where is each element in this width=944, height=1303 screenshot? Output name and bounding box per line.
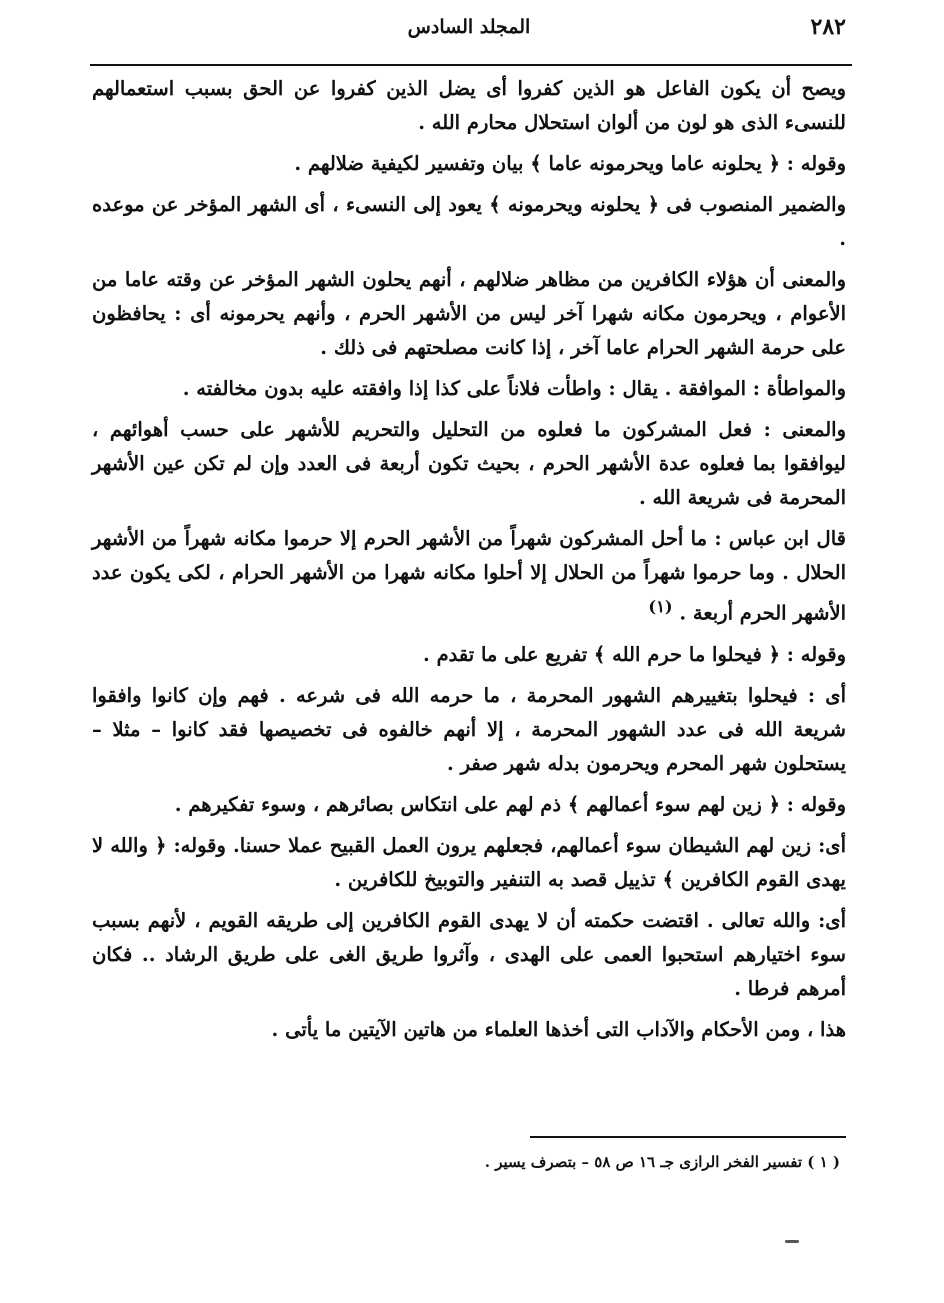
paragraph: والمعنى أن هؤلاء الكافرين من مظاهر ضلالهم ، أنهم يحلون الشهر المؤخر عن وقته عاما من الأعوام ، ويحرمون مكانه شهرا آخر ليس من الأشهر الحرم ، وأنهم يحرمونه أى : يحافظون على حرمة الشهر الحرام عاما آخر ، إذا كانت مصلحتهم فى ذلك . <box>92 268 846 359</box>
paragraph: أى : فيحلوا بتغييرهم الشهور المحرمة ، ما حرمه الله فى شرعه . فهم وإن كانوا وافقوا شريعة الله فى عدد الشهور المحرمة ، إلا أنهم خالفوه فى تخصيصها فقد كانوا – مثلا – يستحلون شهر المحرم ويحرمون بدله شهر صفر . <box>92 683 846 775</box>
footnote-divider <box>530 1136 846 1138</box>
print-speck <box>785 1240 799 1243</box>
paragraph: ويصح أن يكون الفاعل هو الذين كفروا أى يضل الذين كفروا عن الحق بسبب استعمالهم للنسىء الذى هو لون من ألوان استحلال محارم الله . <box>92 77 846 134</box>
paragraph: وقوله : ﴿ فيحلوا ما حرم الله ﴾ تفريع على ما تقدم . <box>423 642 846 666</box>
paragraph: والمعنى : فعل المشركون ما فعلوه من التحليل والتحريم للأشهر على حسب أهوائهم ، ليوافقوا بما فعلوه عدة الأشهر الحرم ، بحيث تكون أربعة فى العدد وإن لم تكن عين الأشهر المحرمة فى شريعة الله . <box>92 418 846 509</box>
paragraph: والضمير المنصوب فى ﴿ يحلونه ويحرمونه ﴾ يعود إلى النسىء ، أى الشهر المؤخر عن موعده . <box>92 193 846 250</box>
paragraph-text: قال ابن عباس : ما أحل المشركون شهراً من الأشهر الحرم إلا حرموا مكانه شهراً من الأشهر الحلال . وما حرموا شهراً من الحلال إلا أحلوا مكانه شهرا من الأشهر الحرام ، لكى يكون عدد الأشهر الحرم أربعة . <box>92 527 846 625</box>
header-divider <box>90 64 852 66</box>
paragraph: هذا ، ومن الأحكام والآداب التى أخذها العلماء من هاتين الآيتين ما يأتى . <box>271 1017 846 1041</box>
main-text <box>92 72 846 1054</box>
footnote: ( ١ ) تفسير الفخر الرازى جـ ١٦ ص ٥٨ – بتصرف يسير . <box>484 1153 840 1171</box>
running-title: المجلد السادس <box>407 16 531 38</box>
paragraph-with-footnote <box>92 522 846 631</box>
paragraph: أى: زين لهم الشيطان سوء أعمالهم، فجعلهم يرون العمل القبيح عملا حسنا. وقوله: ﴿ والله لا يهدى القوم الكافرين ﴾ تذييل قصد به التنفير والتوبيخ للكافرين . <box>92 833 846 891</box>
paragraph: والمواطأة : الموافقة . يقال : واطأت فلاناً على كذا إذا وافقته عليه بدون مخالفته . <box>182 377 846 400</box>
paragraph: وقوله : ﴿ زين لهم سوء أعمالهم ﴾ ذم لهم على انتكاس بصائرهم ، وسوء تفكيرهم . <box>174 792 846 816</box>
page-number: ٢٨٢ <box>810 14 846 40</box>
paragraph: وقوله : ﴿ يحلونه عاما ويحرمونه عاما ﴾ بيان وتفسير لكيفية ضلالهم . <box>294 152 846 175</box>
paragraph: أى: والله تعالى . اقتضت حكمته أن لا يهدى القوم الكافرين إلى طريقه القويم ، لأنهم بسبب سوء اختيارهم استحبوا العمى على الهدى ، وآثروا طريق الغى على طريق الرشاد .. فكان أمرهم فرطا . <box>92 908 846 1000</box>
footnote-marker: (١) <box>648 597 673 616</box>
page-header <box>92 14 846 50</box>
